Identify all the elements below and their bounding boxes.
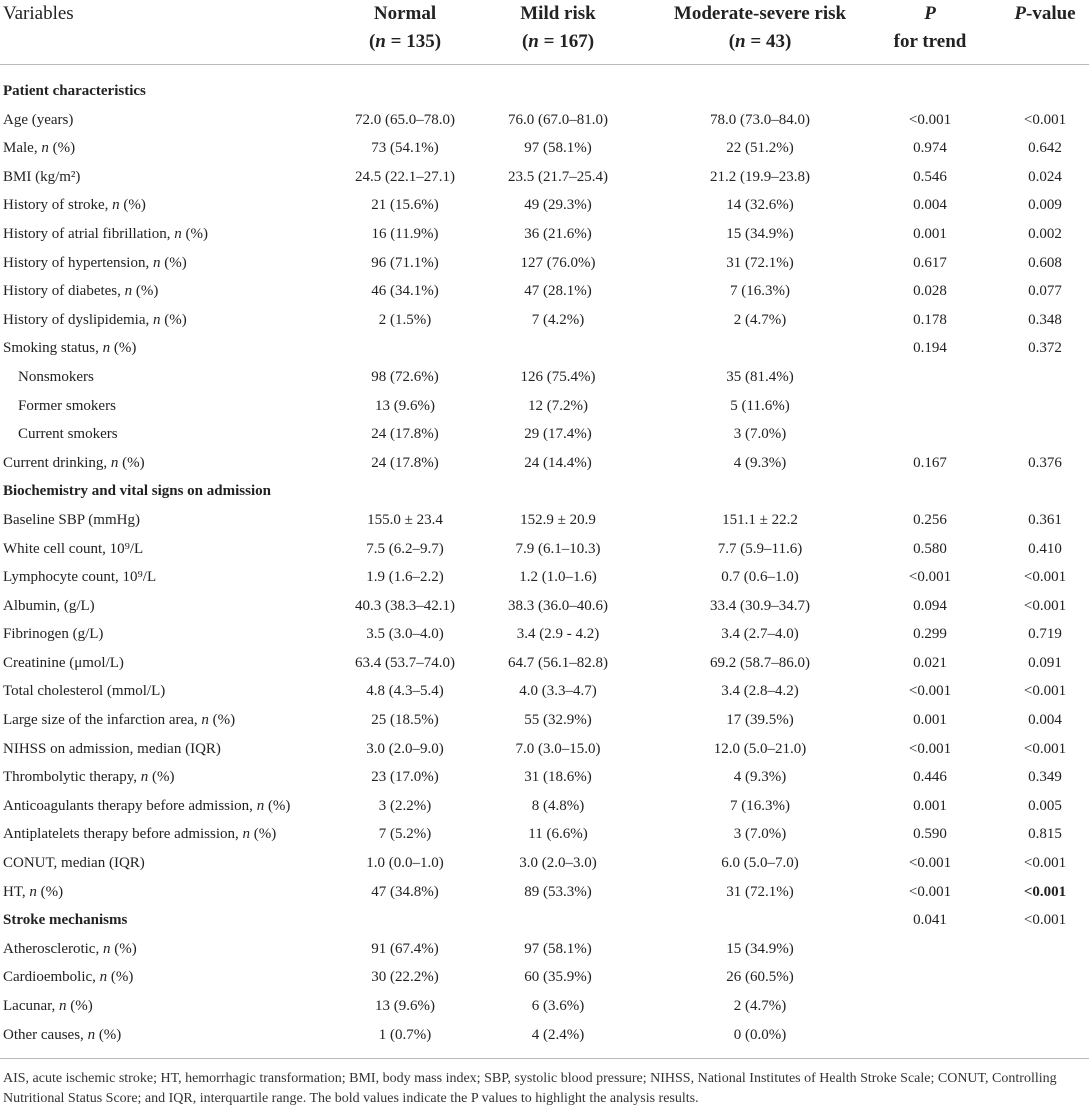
cell-mild: 49 (29.3%) [524, 197, 592, 214]
cell-mild: 4 (2.4%) [531, 1026, 585, 1043]
cell-moderate-severe: 0 (0.0%) [733, 1026, 787, 1043]
cell-mild: 6 (3.6%) [531, 998, 585, 1014]
cell-mild: 29 (17.4%) [524, 426, 592, 443]
cell-normal: 72.0 (65.0–78.0) [355, 111, 455, 128]
cell-p-trend: <0.001 [908, 683, 952, 700]
table-row [0, 191, 1089, 220]
cell-mild: 152.9 ± 20.9 [520, 511, 596, 528]
cell-moderate-severe: 31 (72.1%) [726, 883, 794, 900]
row-label: Lymphocyte count, 10⁹/L [3, 569, 157, 586]
cell-mild: 24 (14.4%) [524, 454, 592, 471]
header-p-trend-p: P [924, 3, 936, 24]
row-label: CONUT, median (IQR) [3, 855, 145, 872]
table-row [0, 649, 1089, 678]
cell-p-trend: 0.974 [913, 140, 947, 157]
row-label: NIHSS on admission, median (IQR) [3, 740, 221, 757]
cell-moderate-severe: 2 (4.7%) [733, 311, 787, 328]
cell-p-value: 0.091 [1028, 654, 1062, 671]
cell-p-trend: 0.580 [913, 540, 947, 557]
row-label: Nonsmokers [18, 368, 94, 385]
cell-normal: 40.3 (38.3–42.1) [355, 597, 455, 614]
cell-normal: 63.4 (53.7–74.0) [355, 654, 455, 671]
cell-mild: 89 (53.3%) [524, 883, 592, 900]
table-row [0, 163, 1089, 192]
header-moderate-label: Moderate-severe risk [673, 3, 847, 24]
cell-moderate-severe: 78.0 (73.0–84.0) [710, 111, 810, 128]
cell-p-trend: 0.446 [913, 769, 947, 786]
cell-mild: 97 (58.1%) [524, 140, 592, 157]
cell-p-trend: 0.001 [913, 225, 947, 242]
cell-normal: 25 (18.5%) [371, 712, 439, 729]
row-label: BMI (kg/m²) [3, 168, 81, 185]
cell-normal: 1.9 (1.6–2.2) [366, 569, 444, 586]
cell-p-value: 0.372 [1028, 340, 1062, 357]
cell-mild: 23.5 (21.7–25.4) [508, 168, 608, 185]
cell-moderate-severe: 15 (34.9%) [726, 940, 794, 957]
table-row [0, 306, 1089, 335]
cell-p-value: <0.001 [1023, 912, 1067, 929]
cell-p-value: <0.001 [1023, 740, 1067, 757]
cell-p-value: 0.348 [1028, 311, 1062, 328]
cell-normal: 96 (71.1%) [371, 254, 439, 271]
cell-moderate-severe: 31 (72.1%) [726, 254, 794, 271]
cell-normal: 47 (34.8%) [371, 883, 439, 900]
cell-p-value: 0.009 [1028, 197, 1062, 214]
cell-normal: 46 (34.1%) [371, 283, 439, 300]
cell-p-trend: 0.041 [913, 912, 947, 929]
cell-p-value: <0.001 [1023, 683, 1067, 700]
table-row [0, 792, 1089, 821]
cell-normal: 73 (54.1%) [371, 140, 439, 157]
cell-normal: 4.8 (4.3–5.4) [366, 683, 444, 700]
cell-normal: 3 (2.2%) [378, 797, 432, 814]
cell-normal: 1 (0.7%) [378, 1026, 432, 1043]
table-row [0, 106, 1089, 135]
cell-p-value: 0.077 [1028, 283, 1062, 300]
row-label: Other causes, n (%) [3, 1026, 122, 1043]
cell-normal: 7.5 (6.2–9.7) [366, 540, 444, 557]
cell-p-value: <0.001 [1023, 569, 1067, 586]
cell-p-trend: 0.194 [913, 340, 947, 357]
row-label: Creatinine (μmol/L) [3, 654, 124, 671]
cell-p-trend: 0.256 [913, 511, 947, 528]
cell-mild: 38.3 (36.0–40.6) [508, 597, 608, 614]
cell-p-trend: 0.021 [913, 654, 947, 671]
header-normal-n: (n = 135) [368, 31, 442, 52]
cell-moderate-severe: 3.4 (2.8–4.2) [721, 683, 799, 700]
cell-moderate-severe: 7 (16.3%) [730, 797, 790, 814]
table-row [0, 134, 1089, 163]
cell-p-trend: 0.590 [913, 826, 947, 843]
cell-mild: 76.0 (67.0–81.0) [508, 111, 608, 128]
cell-moderate-severe: 22 (51.2%) [726, 140, 794, 157]
cell-mild: 1.2 (1.0–1.6) [519, 569, 597, 586]
table-row [0, 249, 1089, 278]
cell-normal: 21 (15.6%) [371, 197, 439, 214]
table-row [0, 535, 1089, 564]
cell-moderate-severe: 69.2 (58.7–86.0) [710, 654, 810, 671]
table-row [0, 992, 1089, 1021]
cell-moderate-severe: 26 (60.5%) [726, 969, 794, 986]
cell-moderate-severe: 17 (39.5%) [726, 712, 794, 729]
cell-p-value: 0.349 [1028, 769, 1062, 786]
header-mild-label: Mild risk [520, 3, 596, 24]
cell-mild: 31 (18.6%) [524, 769, 592, 786]
row-label: Antiplatelets therapy before admission, n (%) [3, 826, 277, 843]
header-normal-label: Normal [373, 3, 437, 24]
cell-p-trend: 0.167 [913, 454, 947, 471]
section-label: Stroke mechanisms [3, 912, 128, 929]
cell-normal: 155.0 ± 23.4 [367, 511, 443, 528]
header-p-trend-rest: for trend [893, 31, 967, 52]
table-row [0, 506, 1089, 535]
row-label: Fibrinogen (g/L) [3, 626, 104, 643]
cell-normal: 3.0 (2.0–9.0) [366, 740, 444, 757]
cell-moderate-severe: 7 (16.3%) [730, 283, 790, 300]
cell-mild: 126 (75.4%) [520, 368, 596, 385]
cell-p-trend: 0.617 [913, 254, 947, 271]
row-label: HT, n (%) [3, 883, 64, 900]
cell-mild: 3.4 (2.9 - 4.2) [516, 626, 600, 643]
cell-mild: 3.0 (2.0–3.0) [519, 855, 597, 872]
cell-p-value: <0.001 [1023, 597, 1067, 614]
row-label: History of dyslipidemia, n (%) [3, 311, 187, 328]
row-label: Age (years) [3, 111, 74, 128]
table-row [0, 849, 1089, 878]
cell-p-value: 0.608 [1028, 254, 1062, 271]
section-row [0, 77, 1089, 106]
cell-p-trend: <0.001 [908, 569, 952, 586]
row-label: History of atrial fibrillation, n (%) [3, 225, 208, 242]
table-row [0, 334, 1089, 363]
cell-mild: 7 (4.2%) [531, 311, 585, 328]
table-row [0, 277, 1089, 306]
table-footnote: AIS, acute ischemic stroke; HT, hemorrhagic transformation; BMI, body mass index; SBP, systolic blood pressure; NIHSS, National Institutes of Health Stroke Scale; CONUT, Controlling Nutritional Status Score; and IQR, interquartile range. The bold values indicate the P values to highlight the analysis results. [0, 1058, 1089, 1109]
cell-moderate-severe: 15 (34.9%) [726, 225, 794, 242]
cell-normal: 3.5 (3.0–4.0) [366, 626, 444, 643]
cell-mild: 55 (32.9%) [524, 712, 592, 729]
cell-normal: 1.0 (0.0–1.0) [366, 855, 444, 872]
cell-mild: 7.9 (6.1–10.3) [515, 540, 601, 557]
cell-p-value: <0.001 [1023, 883, 1067, 900]
cell-normal: 13 (9.6%) [375, 998, 435, 1014]
header-variables: Variables [3, 3, 74, 24]
cell-mild: 97 (58.1%) [524, 940, 592, 957]
cell-p-trend: <0.001 [908, 855, 952, 872]
cell-p-value: 0.815 [1028, 826, 1062, 843]
cell-p-trend: 0.001 [913, 712, 947, 729]
table-row [0, 363, 1089, 392]
section-label: Patient characteristics [3, 83, 146, 99]
cell-mild: 7.0 (3.0–15.0) [515, 740, 601, 757]
table-row [0, 763, 1089, 792]
row-label: History of diabetes, n (%) [3, 283, 159, 300]
cell-moderate-severe: 3.4 (2.7–4.0) [721, 626, 799, 643]
cell-p-value: 0.361 [1028, 511, 1062, 528]
cell-p-trend: 0.299 [913, 626, 947, 643]
cell-mild: 127 (76.0%) [520, 254, 596, 271]
cell-p-trend: 0.546 [913, 168, 947, 185]
table-row [0, 563, 1089, 592]
cell-moderate-severe: 6.0 (5.0–7.0) [721, 855, 799, 872]
cell-mild: 12 (7.2%) [528, 397, 588, 414]
cell-p-trend: <0.001 [908, 883, 952, 900]
cell-moderate-severe: 3 (7.0%) [733, 826, 787, 843]
cell-normal: 13 (9.6%) [375, 397, 435, 414]
cell-normal: 91 (67.4%) [371, 940, 439, 957]
row-label: Male, n (%) [3, 140, 76, 157]
table-row [0, 220, 1089, 249]
header-moderate-n: (n = 43) [728, 31, 792, 52]
cell-p-value: 0.642 [1028, 140, 1062, 157]
table-row [0, 449, 1089, 478]
cell-moderate-severe: 4 (9.3%) [733, 454, 787, 471]
section-label: Biochemistry and vital signs on admission [3, 483, 271, 500]
header-mild [483, 0, 633, 56]
cell-normal: 30 (22.2%) [371, 969, 439, 986]
cell-p-trend: <0.001 [908, 740, 952, 757]
cell-p-value: 0.376 [1028, 454, 1062, 471]
table-row [0, 878, 1089, 907]
row-label: Lacunar, n (%) [3, 998, 93, 1014]
cell-normal: 24 (17.8%) [371, 426, 439, 443]
cell-normal: 98 (72.6%) [371, 368, 439, 385]
cell-moderate-severe: 14 (32.6%) [726, 197, 794, 214]
row-label: Former smokers [18, 397, 116, 414]
cell-moderate-severe: 0.7 (0.6–1.0) [721, 569, 799, 586]
row-label: Anticoagulants therapy before admission, n (%) [3, 797, 291, 814]
table-row [0, 706, 1089, 735]
cell-p-trend: 0.028 [913, 283, 947, 300]
cell-mild: 60 (35.9%) [524, 969, 592, 986]
cell-normal: 24.5 (22.1–27.1) [355, 168, 455, 185]
cell-mild: 11 (6.6%) [528, 826, 588, 843]
row-label: Large size of the infarction area, n (%) [3, 712, 236, 729]
cell-moderate-severe: 2 (4.7%) [733, 998, 787, 1014]
cell-mild: 4.0 (3.3–4.7) [519, 683, 597, 700]
cell-normal: 2 (1.5%) [378, 311, 432, 328]
section-row [0, 906, 1089, 935]
table-row [0, 735, 1089, 764]
cell-mild: 64.7 (56.1–82.8) [508, 654, 608, 671]
row-label: Current drinking, n (%) [3, 454, 145, 471]
cell-mild: 8 (4.8%) [531, 797, 585, 814]
header-p-trend [890, 0, 970, 56]
header-p-value: P-value [1014, 3, 1076, 24]
table-body [0, 77, 1089, 1049]
cell-mild: 47 (28.1%) [524, 283, 592, 300]
table-header [0, 0, 1089, 65]
row-label: White cell count, 10⁹/L [3, 540, 144, 557]
cell-p-trend: 0.001 [913, 797, 947, 814]
cell-p-value: 0.410 [1028, 540, 1062, 557]
cell-normal: 16 (11.9%) [371, 225, 439, 242]
cell-p-value: <0.001 [1023, 855, 1067, 872]
row-label: Smoking status, n (%) [3, 340, 137, 357]
cell-moderate-severe: 12.0 (5.0–21.0) [713, 740, 807, 757]
cell-p-trend: 0.004 [913, 197, 947, 214]
cell-moderate-severe: 151.1 ± 22.2 [722, 511, 798, 528]
cell-moderate-severe: 7.7 (5.9–11.6) [717, 540, 803, 557]
cell-moderate-severe: 4 (9.3%) [733, 769, 787, 786]
cell-p-trend: <0.001 [908, 111, 952, 128]
row-label: History of stroke, n (%) [3, 197, 146, 214]
cell-moderate-severe: 35 (81.4%) [726, 368, 794, 385]
table-row [0, 392, 1089, 421]
header-moderate-severe [660, 0, 860, 56]
row-label: Baseline SBP (mmHg) [3, 511, 140, 528]
cell-moderate-severe: 33.4 (30.9–34.7) [710, 597, 810, 614]
table-row [0, 677, 1089, 706]
cell-normal: 7 (5.2%) [378, 826, 432, 843]
row-label: Total cholesterol (mmol/L) [3, 683, 166, 700]
section-row [0, 477, 1089, 506]
row-label: History of hypertension, n (%) [3, 254, 187, 271]
cell-p-value: 0.024 [1028, 168, 1062, 185]
table-row [0, 1021, 1089, 1050]
cell-p-value: 0.002 [1028, 225, 1062, 242]
cell-p-value: 0.004 [1028, 712, 1062, 729]
header-normal [330, 0, 480, 56]
row-label: Cardioembolic, n (%) [3, 969, 134, 986]
cell-mild: 36 (21.6%) [524, 225, 592, 242]
cell-moderate-severe: 21.2 (19.9–23.8) [710, 168, 810, 185]
table-row [0, 620, 1089, 649]
cell-p-trend: 0.094 [913, 597, 947, 614]
header-mild-n: (n = 167) [521, 31, 595, 52]
table-row [0, 420, 1089, 449]
cell-normal: 23 (17.0%) [371, 769, 439, 786]
cell-p-value: 0.719 [1028, 626, 1062, 643]
row-label: Current smokers [18, 426, 118, 443]
cell-p-trend: 0.178 [913, 311, 947, 328]
table-row [0, 963, 1089, 992]
table-row [0, 935, 1089, 964]
cell-p-value: 0.005 [1028, 797, 1062, 814]
cell-normal: 24 (17.8%) [371, 454, 439, 471]
cell-moderate-severe: 5 (11.6%) [730, 397, 790, 414]
row-label: Atherosclerotic, n (%) [3, 940, 137, 957]
table-row [0, 592, 1089, 621]
cell-moderate-severe: 3 (7.0%) [733, 426, 787, 443]
table-row [0, 820, 1089, 849]
cell-p-value: <0.001 [1023, 111, 1067, 128]
row-label: Albumin, (g/L) [3, 597, 95, 614]
row-label: Thrombolytic therapy, n (%) [3, 769, 175, 786]
